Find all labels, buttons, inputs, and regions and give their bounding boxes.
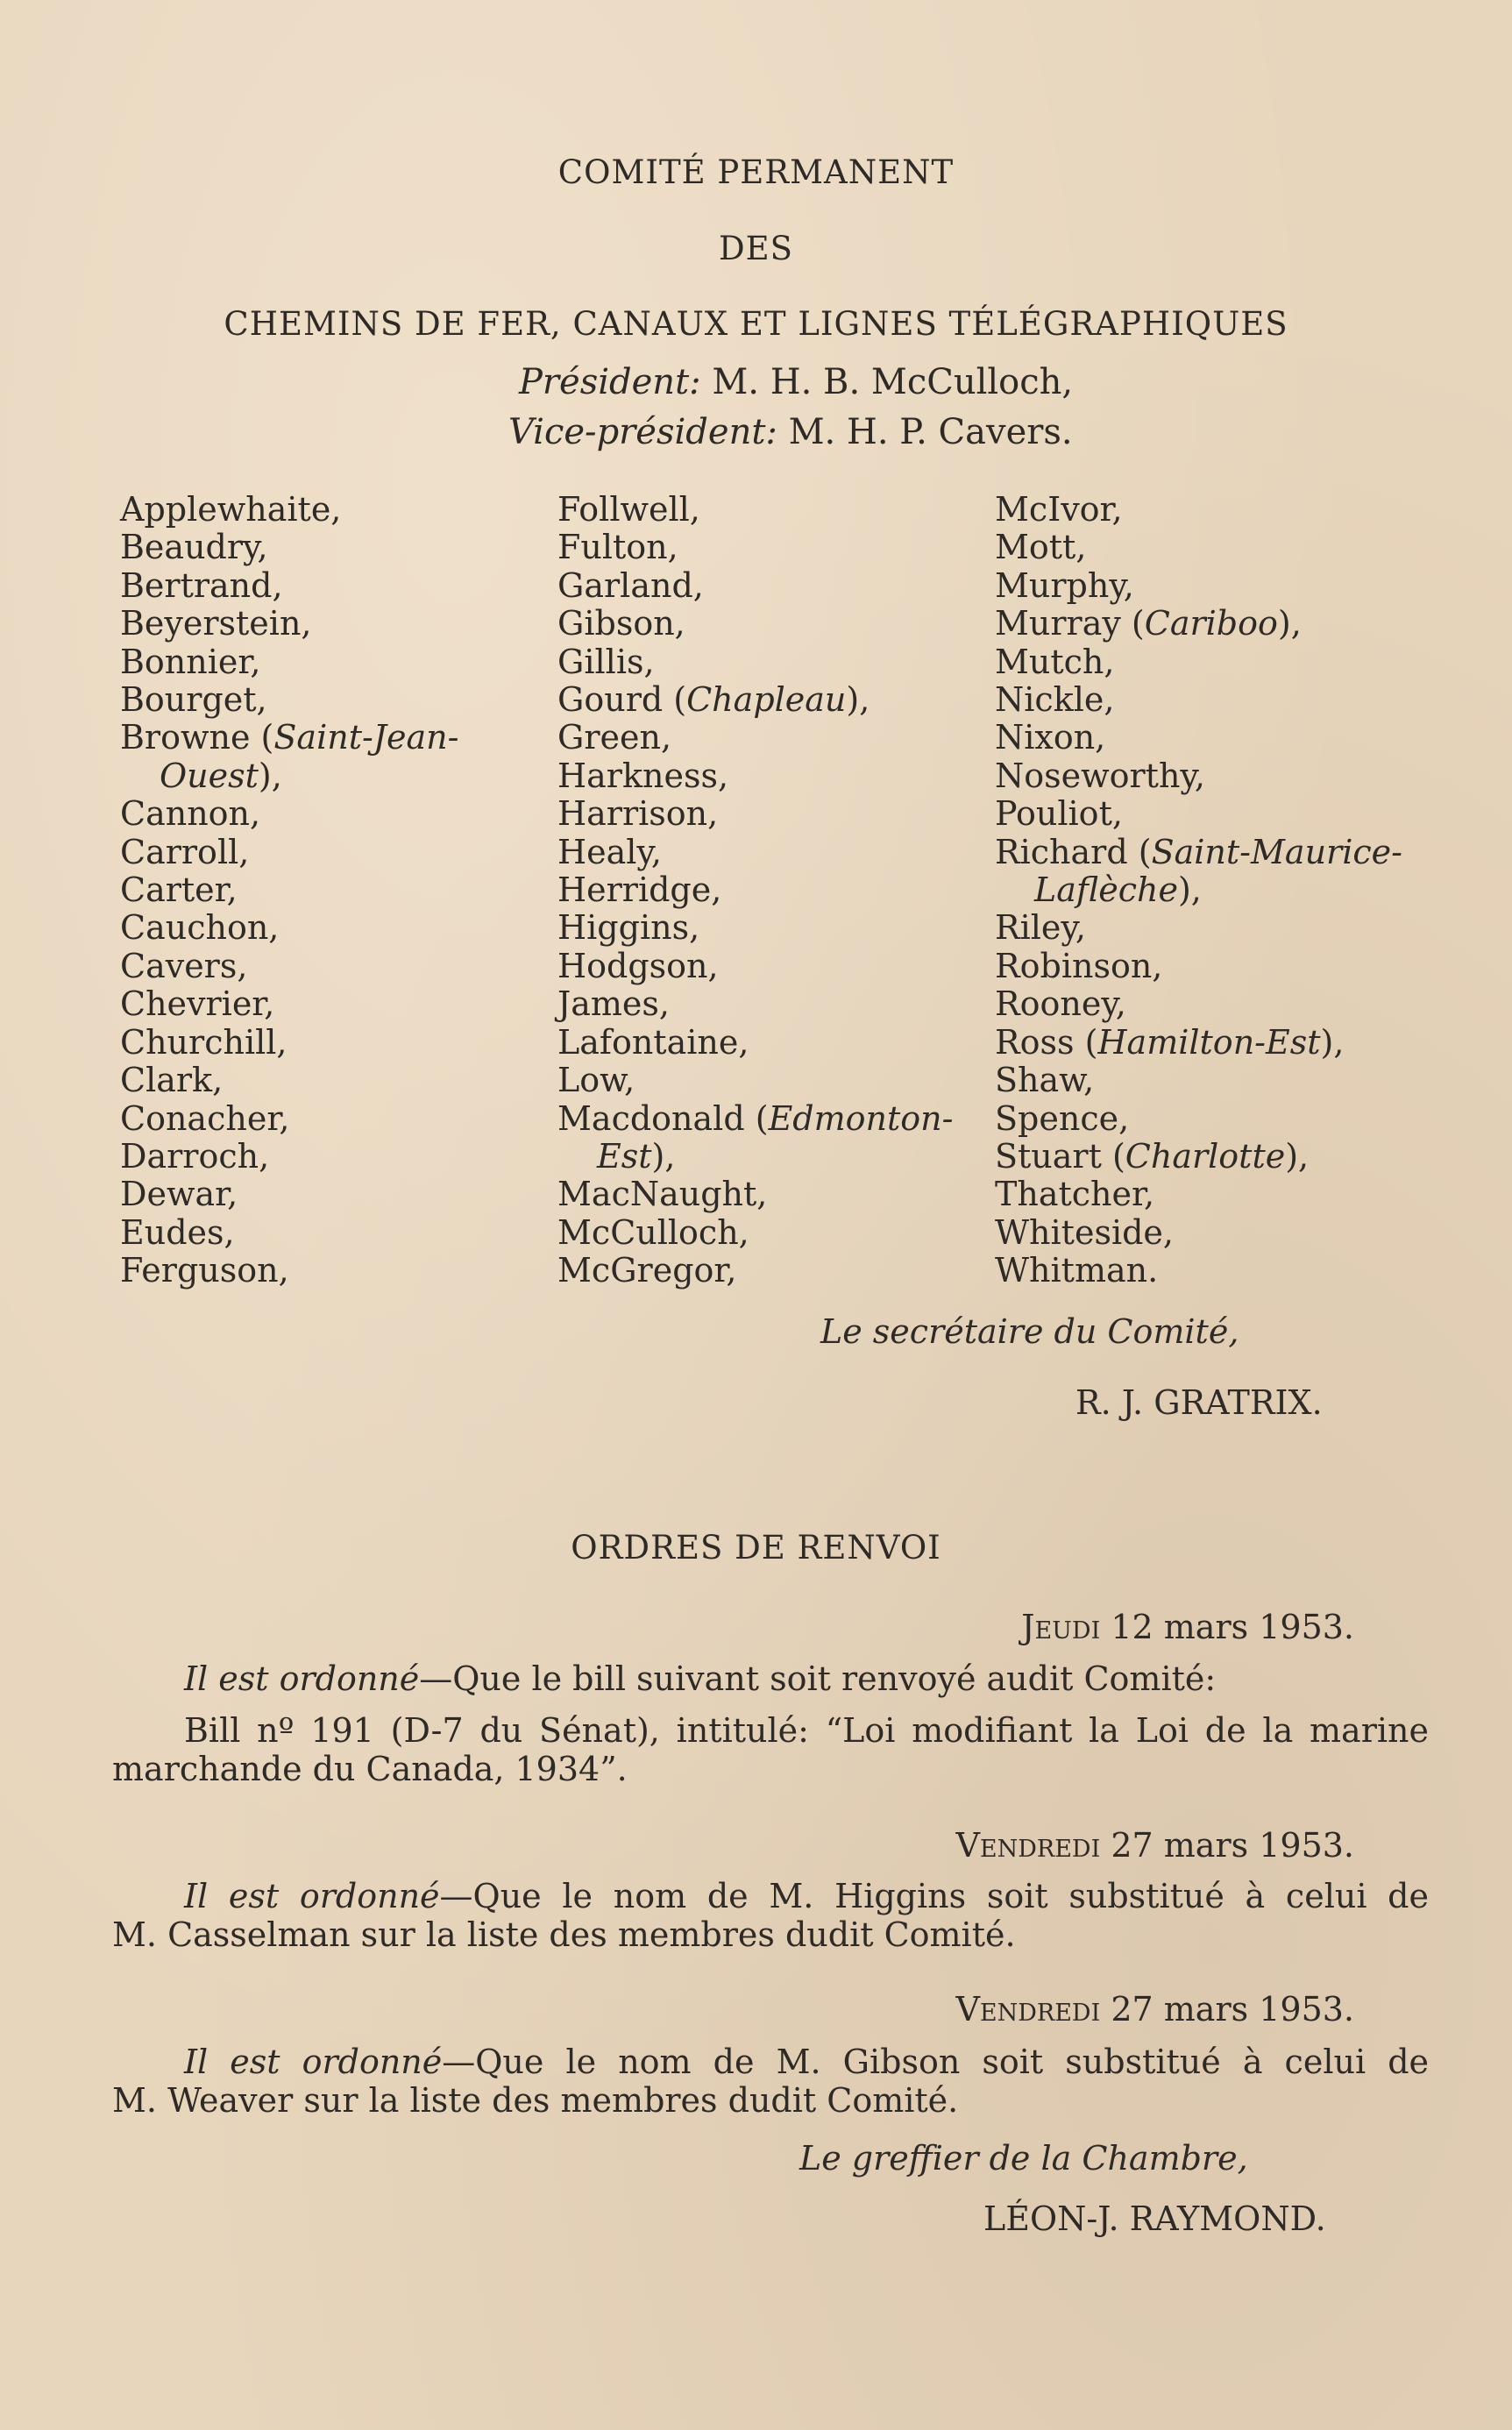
member-name: Shaw, <box>995 1061 1095 1100</box>
member-name: Hodgson, <box>557 946 719 985</box>
order3-date-rest: 27 mars 1953. <box>1111 1990 1354 2029</box>
member-name: Pouliot, <box>995 794 1123 834</box>
member-name: Fulton, <box>557 528 678 567</box>
member-name: Green, <box>557 718 672 757</box>
member-name: Bertrand, <box>120 565 283 605</box>
order1-intro-text: —Que le bill suivant soit renvoyé audit Comité: <box>419 1659 1217 1698</box>
order2-date-day: Vendredi <box>955 1826 1101 1865</box>
member-name: Rooney, <box>995 984 1126 1024</box>
order2-intro-italic: Il est ordonné <box>184 1877 440 1915</box>
order3-line1-text: —Que le nom de M. Gibson soit substitué à celui de <box>442 2043 1430 2081</box>
vice-president-name: M. H. P. Cavers. <box>788 412 1073 452</box>
vice-president-line <box>508 412 1073 452</box>
orders-heading: ORDRES DE RENVOI <box>571 1529 941 1567</box>
member-name: McCulloch, <box>557 1212 749 1252</box>
member-name: Gillis, <box>557 642 655 681</box>
member-name: Nixon, <box>995 718 1106 757</box>
order2-line1-text: —Que le nom de M. Higgins soit substitué à celui de <box>439 1877 1429 1915</box>
member-name: Darroch, <box>120 1136 270 1176</box>
order1-bill-line1: Bill nº 191 (D-7 du Sénat), intitulé: “Loi modifiant la Loi de la marine <box>184 1711 1429 1750</box>
member-name: Carter, <box>120 870 238 910</box>
member-name: Eudes, <box>120 1212 235 1252</box>
order2-line2: M. Casselman sur la liste des membres dudit Comité. <box>112 1915 1016 1954</box>
clerk-title: Le greffier de la Chambre, <box>799 2139 1248 2178</box>
order1-date-day: Jeudi <box>1021 1608 1101 1646</box>
order1-bill-line2: marchande du Canada, 1934”. <box>112 1750 628 1788</box>
member-name: Murphy, <box>995 565 1134 605</box>
member-name: Nickle, <box>995 680 1115 720</box>
order3-date <box>955 1990 1354 2029</box>
member-name: MacNaught, <box>557 1175 768 1214</box>
order3-line2: M. Weaver sur la liste des membres dudit Comité. <box>112 2081 959 2120</box>
member-name: Follwell, <box>557 490 700 529</box>
order2-date-rest: 27 mars 1953. <box>1111 1826 1354 1865</box>
member-name: Harkness, <box>557 756 729 795</box>
committee-title: COMITÉ PERMANENT <box>557 153 955 191</box>
member-name: Herridge, <box>557 870 722 910</box>
order2-date <box>955 1826 1354 1865</box>
secretary-title: Le secrétaire du Comité, <box>820 1312 1239 1351</box>
member-name: Robinson, <box>995 946 1163 985</box>
member-name-continued: Ouest), <box>160 756 282 795</box>
member-name: Clark, <box>120 1061 224 1100</box>
order1-date <box>1021 1608 1354 1646</box>
member-name-continued: Laflèche), <box>1034 870 1202 910</box>
member-name: Gibson, <box>557 604 685 643</box>
member-name: Macdonald (Edmonton- <box>557 1098 954 1138</box>
members-column-1 <box>120 491 459 1290</box>
member-name: Churchill, <box>120 1022 287 1062</box>
member-name: Thatcher, <box>995 1175 1155 1214</box>
secretary-name: R. J. GRATRIX. <box>1075 1383 1323 1422</box>
member-name: McGregor, <box>557 1251 737 1290</box>
member-name: Browne (Saint-Jean- <box>120 718 459 757</box>
member-name: Cauchon, <box>120 908 280 948</box>
committee-title-des: DES <box>718 230 794 267</box>
member-name: Dewar, <box>120 1175 238 1214</box>
member-name: Conacher, <box>120 1098 290 1138</box>
clerk-name: LÉON-J. RAYMOND. <box>983 2199 1326 2238</box>
member-name: Low, <box>557 1061 635 1100</box>
member-name: Ferguson, <box>120 1251 289 1290</box>
president-line <box>519 362 1073 402</box>
member-name: Riley, <box>995 908 1086 948</box>
president-label: Président: <box>519 362 701 402</box>
member-name: Richard (Saint-Maurice- <box>995 832 1402 871</box>
member-name: Beyerstein, <box>120 604 312 643</box>
member-name: Stuart (Charlotte), <box>995 1136 1310 1176</box>
member-name: Gourd (Chapleau), <box>557 680 870 720</box>
committee-subtitle: CHEMINS DE FER, CANAUX ET LIGNES TÉLÉGRAPHIQUES <box>224 305 1288 343</box>
order3-date-day: Vendredi <box>955 1990 1101 2029</box>
member-name: Ross (Hamilton-Est), <box>995 1022 1345 1062</box>
member-name: Whiteside, <box>995 1212 1174 1252</box>
member-name: Mutch, <box>995 642 1115 681</box>
order3-line1 <box>184 2043 1429 2081</box>
order1-intro-italic: Il est ordonné <box>184 1659 420 1698</box>
order2-line1 <box>184 1877 1429 1915</box>
member-name: Whitman. <box>995 1251 1159 1290</box>
member-name: Harrison, <box>557 794 719 834</box>
member-name: James, <box>557 984 670 1024</box>
member-name: Higgins, <box>557 908 700 948</box>
member-name: Applewhaite, <box>120 490 342 529</box>
member-name: Cavers, <box>120 946 248 985</box>
member-name: Murray (Cariboo), <box>995 604 1302 643</box>
order1-date-rest: 12 mars 1953. <box>1111 1608 1354 1646</box>
member-name: Chevrier, <box>120 984 275 1024</box>
member-name: McIvor, <box>995 490 1123 529</box>
member-name: Bourget, <box>120 680 267 720</box>
vice-president-label: Vice-président: <box>508 412 777 452</box>
member-name: Spence, <box>995 1098 1130 1138</box>
member-name: Beaudry, <box>120 528 268 567</box>
member-name: Noseworthy, <box>995 756 1205 795</box>
member-name: Mott, <box>995 528 1087 567</box>
order3-intro-italic: Il est ordonné <box>184 2043 443 2081</box>
member-name: Cannon, <box>120 794 261 834</box>
member-name: Garland, <box>557 565 704 605</box>
order1-intro <box>184 1659 1216 1698</box>
member-name-continued: Est), <box>597 1136 676 1176</box>
member-name: Carroll, <box>120 832 250 871</box>
member-name: Lafontaine, <box>557 1022 749 1062</box>
member-name: Healy, <box>557 832 662 871</box>
member-name: Bonnier, <box>120 642 261 681</box>
president-name: M. H. B. McCulloch, <box>712 362 1074 402</box>
members-column-3 <box>995 491 1402 1290</box>
members-column-2 <box>557 491 953 1290</box>
